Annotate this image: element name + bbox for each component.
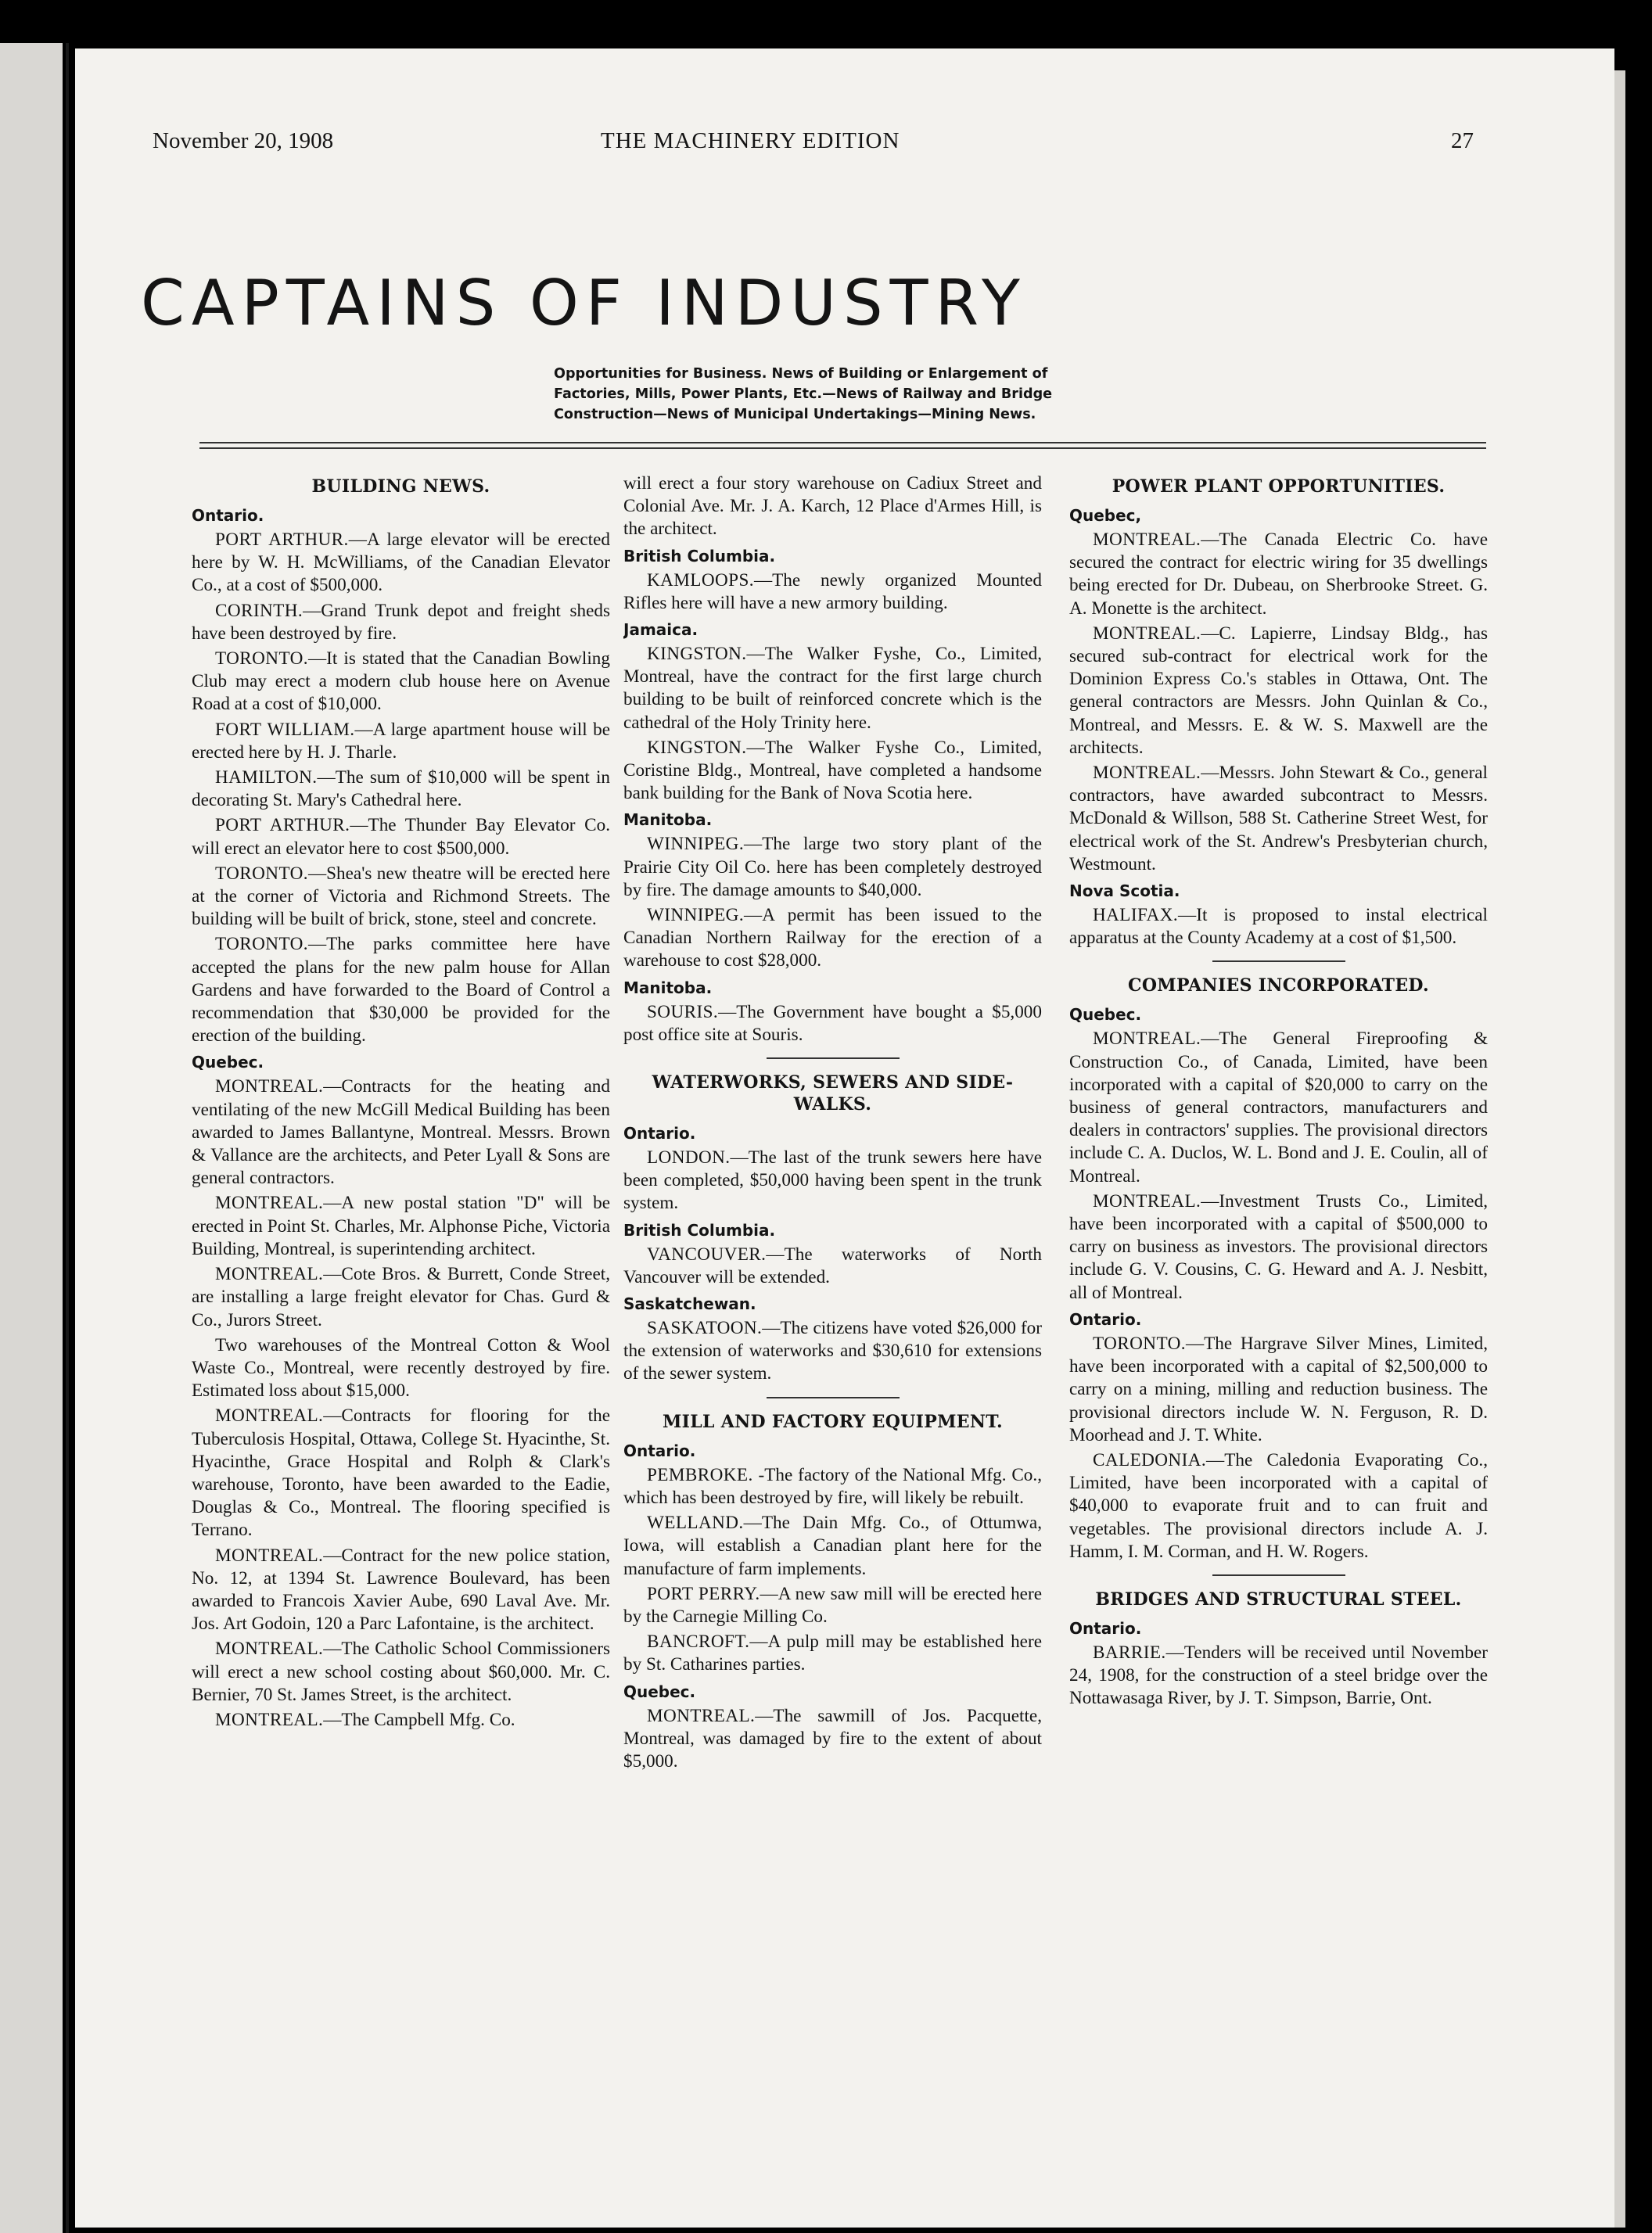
title-rule bbox=[199, 447, 1486, 449]
news-item-place: BARRIE. bbox=[1093, 1642, 1166, 1663]
news-item bbox=[623, 904, 1042, 973]
header-date: November 20, 1908 bbox=[153, 128, 334, 153]
news-item bbox=[623, 1317, 1042, 1386]
news-item-text: —Cote Bros. & Burrett, Conde Street, are installing a large freight elevator for Chas. Gurd & Co., Jurors Street. bbox=[192, 1264, 610, 1330]
news-item bbox=[192, 648, 610, 716]
news-item-place: CORINTH. bbox=[215, 600, 303, 621]
news-item-text: —The parks committee here have accepted the plans for the new palm house for Allan Gardens and have forwarded to the Board of Control a recommendation that $30,000 be provided for the erection of the building. bbox=[192, 934, 610, 1046]
region-heading: British Columbia. bbox=[623, 546, 776, 565]
news-item-place: MONTREAL. bbox=[215, 1639, 324, 1660]
news-item-text: —C. Lapierre, Lindsay Bldg., has secured sub-contract for electrical work for the Dominion Express Co.'s stables in Ottawa, Ont. The general contractors are Messrs. John Quinlan & Co., Montreal, and Messrs. E. & W. S. Maxwell are the architects. bbox=[1069, 623, 1488, 758]
news-item-place: PORT PERRY. bbox=[647, 1583, 760, 1604]
news-item-place: MONTREAL. bbox=[215, 1076, 324, 1097]
news-item-text: —The newly organized Mounted Rifles here will have a new armory building. bbox=[623, 569, 1042, 613]
news-item-place: LONDON. bbox=[647, 1147, 731, 1169]
subtitle bbox=[554, 364, 1148, 425]
news-item bbox=[192, 1638, 610, 1707]
section-divider bbox=[767, 1057, 900, 1059]
news-item bbox=[192, 1192, 610, 1261]
news-item-text: —Messrs. John Stewart & Co., general contractors, have awarded subcontract to Messrs. McDonald & Willson, 588 St. Catherine Street West, for electrical work of the St. Andrew's Presbyterian church, Westmount. bbox=[1069, 763, 1488, 874]
news-item-text: —A pulp mill may be established here by St. Catharines parties. bbox=[623, 1632, 1042, 1675]
section-heading: POWER PLANT OPPORTUNITIES. bbox=[1112, 476, 1446, 497]
news-item-text: —The sawmill of Jos. Pacquette, Montreal, was damaged by fire to the extent of about $5,000. bbox=[623, 1705, 1042, 1772]
news-item-place: MONTREAL. bbox=[1093, 623, 1201, 644]
news-item-text: —The last of the trunk sewers here have been completed, $50,000 having been spent in the trunk system. bbox=[623, 1147, 1042, 1214]
news-item bbox=[623, 1512, 1042, 1581]
news-item-place: MONTREAL. bbox=[215, 1264, 324, 1285]
news-item-place: SASKATOON. bbox=[647, 1318, 763, 1339]
region-heading: Saskatchewan. bbox=[623, 1294, 756, 1314]
region-heading: Ontario. bbox=[192, 506, 264, 525]
news-item bbox=[623, 833, 1042, 902]
news-item-place: BANCROFT. bbox=[647, 1632, 750, 1653]
news-item bbox=[1069, 1449, 1488, 1563]
news-item bbox=[623, 1001, 1042, 1046]
region-heading: Ontario. bbox=[623, 1124, 696, 1143]
news-item-place: HALIFAX. bbox=[1093, 905, 1179, 926]
news-item bbox=[623, 1705, 1042, 1774]
region-heading: Ontario. bbox=[1069, 1618, 1142, 1638]
news-item-place: WELLAND. bbox=[647, 1513, 744, 1534]
news-item-text: —The citizens have voted $26,000 for the extension of waterworks and $30,610 for extensions of the sewer system. bbox=[623, 1318, 1042, 1384]
column-1 bbox=[192, 472, 610, 2045]
news-item-text: —A large elevator will be erected here by W. H. McWilliams, of the Canadian Elevator Co., at a cost of $500,000. bbox=[192, 530, 610, 596]
news-item-text: —It is proposed to instal electrical apparatus at the County Academy at a cost of $1,500. bbox=[1069, 905, 1488, 949]
news-item bbox=[623, 643, 1042, 734]
news-item-text: Two warehouses of the Montreal Cotton & Wool Waste Co., Montreal, were recently destroyed by fire. Estimated loss about $15,000. bbox=[192, 1334, 610, 1402]
news-item-text: —The Catholic School Commissioners will erect a new school costing about $60,000. Mr. C. Bernier, 70 St. James Street, is the architect. bbox=[192, 1639, 610, 1705]
news-item bbox=[192, 814, 610, 860]
region-heading: Quebec. bbox=[192, 1053, 264, 1072]
facing-page-edge bbox=[0, 43, 63, 2233]
news-item-text: —Contract for the new police station, No. 12, at 1394 St. Lawrence Boulevard, has been awarded to Francois Xavier Aube, 690 Laval Ave. Mr. Jos. Art Godoin, 120 a Parc Lafontaine, is the architect. bbox=[192, 1545, 610, 1635]
news-item bbox=[623, 737, 1042, 806]
news-item-text: —Contracts for flooring for the Tuberculosis Hospital, Ottawa, College St. Hyacinthe, St. Hyacinthe, Grace Hospital and Rolph & Clark's warehouse, Toronto, have been awarded to the Eadie, Douglas & Co., Montreal. The flooring specified is Terrano. bbox=[192, 1405, 610, 1541]
news-item bbox=[1069, 1642, 1488, 1711]
news-item bbox=[192, 1263, 610, 1332]
news-item-text: —The Caledonia Evaporating Co., Limited, have been incorporated with a capital of $40,000 to evaporate fruit and to can fruit and vegetables. The provisional directors include A. J. Hamm, I. M. Corman, and H. W. Rogers. bbox=[1069, 1449, 1488, 1562]
region-heading: British Columbia. bbox=[623, 1220, 776, 1240]
news-item-text: -The factory of the National Mfg. Co., which has been destroyed by fire, will likely be rebuilt. bbox=[623, 1464, 1042, 1508]
news-item-place: PORT ARTHUR. bbox=[215, 530, 349, 550]
news-item bbox=[1069, 529, 1488, 620]
news-item-place: TORONTO. bbox=[215, 863, 308, 884]
news-item-text: —Shea's new theatre will be erected here at the corner of Victoria and Richmond Streets. The building will be built of brick, stone, steel and concrete. bbox=[192, 863, 610, 930]
news-item bbox=[1069, 762, 1488, 876]
news-item-place: MONTREAL. bbox=[215, 1193, 324, 1214]
news-item-place: HAMILTON. bbox=[215, 767, 318, 788]
binding-line bbox=[66, 43, 69, 2233]
news-item-place: MONTREAL. bbox=[215, 1709, 324, 1730]
section-heading: MILL AND FACTORY EQUIPMENT. bbox=[662, 1411, 1004, 1432]
news-item-place: VANCOUVER. bbox=[647, 1244, 767, 1265]
news-item bbox=[623, 1631, 1042, 1676]
subtitle-line: Opportunities for Business. News of Building or Enlargement of bbox=[554, 366, 1048, 382]
region-heading: Quebec. bbox=[623, 1682, 696, 1701]
news-item bbox=[1069, 904, 1488, 950]
subtitle-line: Factories, Mills, Power Plants, Etc.—News of Railway and Bridge bbox=[554, 386, 1053, 402]
region-heading: Quebec, bbox=[1069, 506, 1142, 525]
region-heading: Quebec. bbox=[1069, 1005, 1142, 1025]
section-divider bbox=[1212, 960, 1345, 962]
news-item bbox=[192, 529, 610, 598]
news-item bbox=[1069, 1333, 1488, 1447]
news-item-place: MONTREAL. bbox=[647, 1705, 756, 1726]
news-item-place: MONTREAL. bbox=[1093, 763, 1201, 784]
page-edge-shadow bbox=[1614, 70, 1625, 2228]
news-item bbox=[1069, 1190, 1488, 1305]
news-item bbox=[192, 1545, 610, 1636]
region-heading: Ontario. bbox=[1069, 1309, 1142, 1329]
news-item-place: SOURIS. bbox=[647, 1001, 719, 1022]
news-item bbox=[192, 719, 610, 764]
news-item-text: —A permit has been issued to the Canadian Northern Railway for the erection of a warehouse to cost $28,000. bbox=[623, 905, 1042, 971]
subtitle-line: Construction—News of Municipal Undertakings—Mining News. bbox=[554, 407, 1036, 422]
news-item-text: —The Dain Mfg. Co., of Ottumwa, Iowa, will establish a Canadian plant here for the manufacture of farm implements. bbox=[623, 1513, 1042, 1579]
section-heading: BRIDGES AND STRUCTURAL STEEL. bbox=[1095, 1589, 1462, 1610]
news-item-text: —Investment Trusts Co., Limited, have been incorporated with a capital of $500,000 to carry on business as investors. The provisional directors include G. V. Cousins, C. G. Heward and A. J. Nesbitt, all of Montreal. bbox=[1069, 1190, 1488, 1303]
news-item bbox=[623, 472, 1042, 541]
news-item-text: —The Walker Fyshe, Co., Limited, Montreal, have the contract for the first large church building to be built of reinforced concrete which is the cathedral of the Holy Trinity here. bbox=[623, 644, 1042, 733]
news-item-place: TORONTO. bbox=[215, 648, 308, 670]
news-item-place: KINGSTON. bbox=[647, 644, 747, 665]
news-item-text: —Tenders will be received until November 24, 1908, for the construction of a steel bridge over the Nottawasaga River, by J. T. Simpson, Barrie, Ont. bbox=[1069, 1642, 1488, 1709]
news-item-place: WINNIPEG. bbox=[647, 905, 745, 926]
news-item bbox=[1069, 1028, 1488, 1187]
news-item bbox=[192, 1334, 610, 1403]
news-item-text: —The Campbell Mfg. Co. bbox=[323, 1709, 515, 1730]
title-rule bbox=[199, 442, 1486, 443]
news-item-text: —The Canada Electric Co. have secured the contract for electric wiring for 35 dwellings being erected for Dr. Dubeau, on Sherbrooke Street. G. A. Monette is the architect. bbox=[1069, 530, 1488, 619]
news-item-text: —The waterworks of North Vancouver will be extended. bbox=[623, 1244, 1042, 1287]
news-item bbox=[623, 1244, 1042, 1289]
news-item-text: —It is stated that the Canadian Bowling Club may erect a modern club house here on Avenue Road at a cost of $10,000. bbox=[192, 648, 610, 715]
region-heading: Nova Scotia. bbox=[1069, 881, 1180, 901]
page-number: 27 bbox=[1451, 128, 1474, 153]
news-item-text: —The General Fireproofing & Construction Co., of Canada, Limited, have been incorporated with a capital of $20,000 to carry on the business of general contractors, manufacturers and dealers in contractors' supplies. The provisional directors include C. A. Duclos, W. L. Bond and J. E. Coulin, all of Montreal. bbox=[1069, 1029, 1488, 1187]
region-heading: Jamaica. bbox=[623, 620, 699, 640]
news-item-text: —Contracts for the heating and ventilating of the new McGill Medical Building has been awarded to James Ballantyne, Montreal. Messrs. Brown & Vallance are the architects, and Peter Lyall & Sons are general contractors. bbox=[192, 1076, 610, 1189]
section-heading: COMPANIES INCORPORATED. bbox=[1128, 975, 1429, 996]
news-item-place: PEMBROKE. bbox=[647, 1464, 753, 1485]
news-item bbox=[623, 1464, 1042, 1510]
header-edition: THE MACHINERY EDITION bbox=[601, 128, 900, 153]
news-item-place: MONTREAL. bbox=[1093, 530, 1201, 550]
news-item bbox=[192, 933, 610, 1047]
section-divider bbox=[1212, 1574, 1345, 1576]
section-heading: WATERWORKS, SEWERS AND SIDE-WALKS. bbox=[652, 1072, 1014, 1115]
news-item-place: MONTREAL. bbox=[1093, 1029, 1201, 1050]
news-item-text: —A large apartment house will be erected here by H. J. Tharle. bbox=[192, 719, 610, 763]
news-item-place: CALEDONIA. bbox=[1093, 1449, 1207, 1470]
news-item bbox=[623, 569, 1042, 615]
section-divider bbox=[767, 1397, 900, 1398]
region-heading: Manitoba. bbox=[623, 810, 713, 830]
news-item-place: MONTREAL. bbox=[215, 1545, 324, 1566]
news-item-text: —The Thunder Bay Elevator Co. will erect an elevator here to cost $500,000. bbox=[192, 815, 610, 859]
news-item-text: —Grand Trunk depot and freight sheds have been destroyed by fire. bbox=[192, 600, 610, 644]
news-item-place: KAMLOOPS. bbox=[647, 569, 754, 591]
news-item-place: FORT WILLIAM. bbox=[215, 719, 355, 740]
news-item bbox=[192, 1709, 610, 1732]
news-item-place: PORT ARTHUR. bbox=[215, 815, 350, 836]
news-item-text: —The large two story plant of the Prairie City Oil Co. here has been completely destroyed by fire. The damage amounts to $40,000. bbox=[623, 834, 1042, 900]
news-item bbox=[623, 1583, 1042, 1628]
section-heading: BUILDING NEWS. bbox=[311, 476, 490, 497]
news-item-text: —The Hargrave Silver Mines, Limited, have been incorporated with a capital of $2,500,000 to carry on a mining, milling and reduction business. The provisional directors include W. N. Ferguson, R. D. Moorhead and J. T. White. bbox=[1069, 1333, 1488, 1445]
news-item bbox=[192, 600, 610, 645]
news-item bbox=[192, 863, 610, 932]
news-item-place: WINNIPEG. bbox=[647, 834, 745, 855]
news-item-text: —A new saw mill will be erected here by the Carnegie Milling Co. bbox=[623, 1583, 1042, 1627]
news-item-text: —The Government have bought a $5,000 post office site at Souris. bbox=[623, 1001, 1042, 1045]
region-heading: Manitoba. bbox=[623, 978, 713, 997]
news-item bbox=[192, 1405, 610, 1542]
news-item-place: TORONTO. bbox=[215, 934, 308, 955]
column-2 bbox=[623, 472, 1042, 2045]
news-item-text: will erect a four story warehouse on Cadiux Street and Colonial Ave. Mr. J. A. Karch, 12 Place d'Armes Hill, is the architect. bbox=[623, 473, 1042, 540]
news-item-text: —A new postal station "D" will be erected in Point St. Charles, Mr. Alphonse Piche, Victoria Building, Montreal, is superintending architect. bbox=[192, 1193, 610, 1259]
news-item-text: —The sum of $10,000 will be spent in decorating St. Mary's Cathedral here. bbox=[192, 767, 610, 811]
news-item bbox=[192, 766, 610, 812]
news-item-place: MONTREAL. bbox=[215, 1405, 324, 1427]
news-item bbox=[623, 1147, 1042, 1215]
news-item-place: TORONTO. bbox=[1093, 1333, 1186, 1354]
news-item-place: KINGSTON. bbox=[647, 737, 747, 758]
news-item-place: MONTREAL. bbox=[1093, 1190, 1201, 1212]
page-title: CAPTAINS OF INDUSTRY bbox=[141, 267, 1027, 339]
region-heading: Ontario. bbox=[623, 1441, 696, 1460]
news-item-text: —The Walker Fyshe Co., Limited, Coristine Bldg., Montreal, have completed a handsome bank building for the Bank of Nova Scotia here. bbox=[623, 737, 1042, 804]
news-item bbox=[1069, 623, 1488, 759]
column-3 bbox=[1069, 472, 1488, 2045]
news-item bbox=[192, 1075, 610, 1190]
